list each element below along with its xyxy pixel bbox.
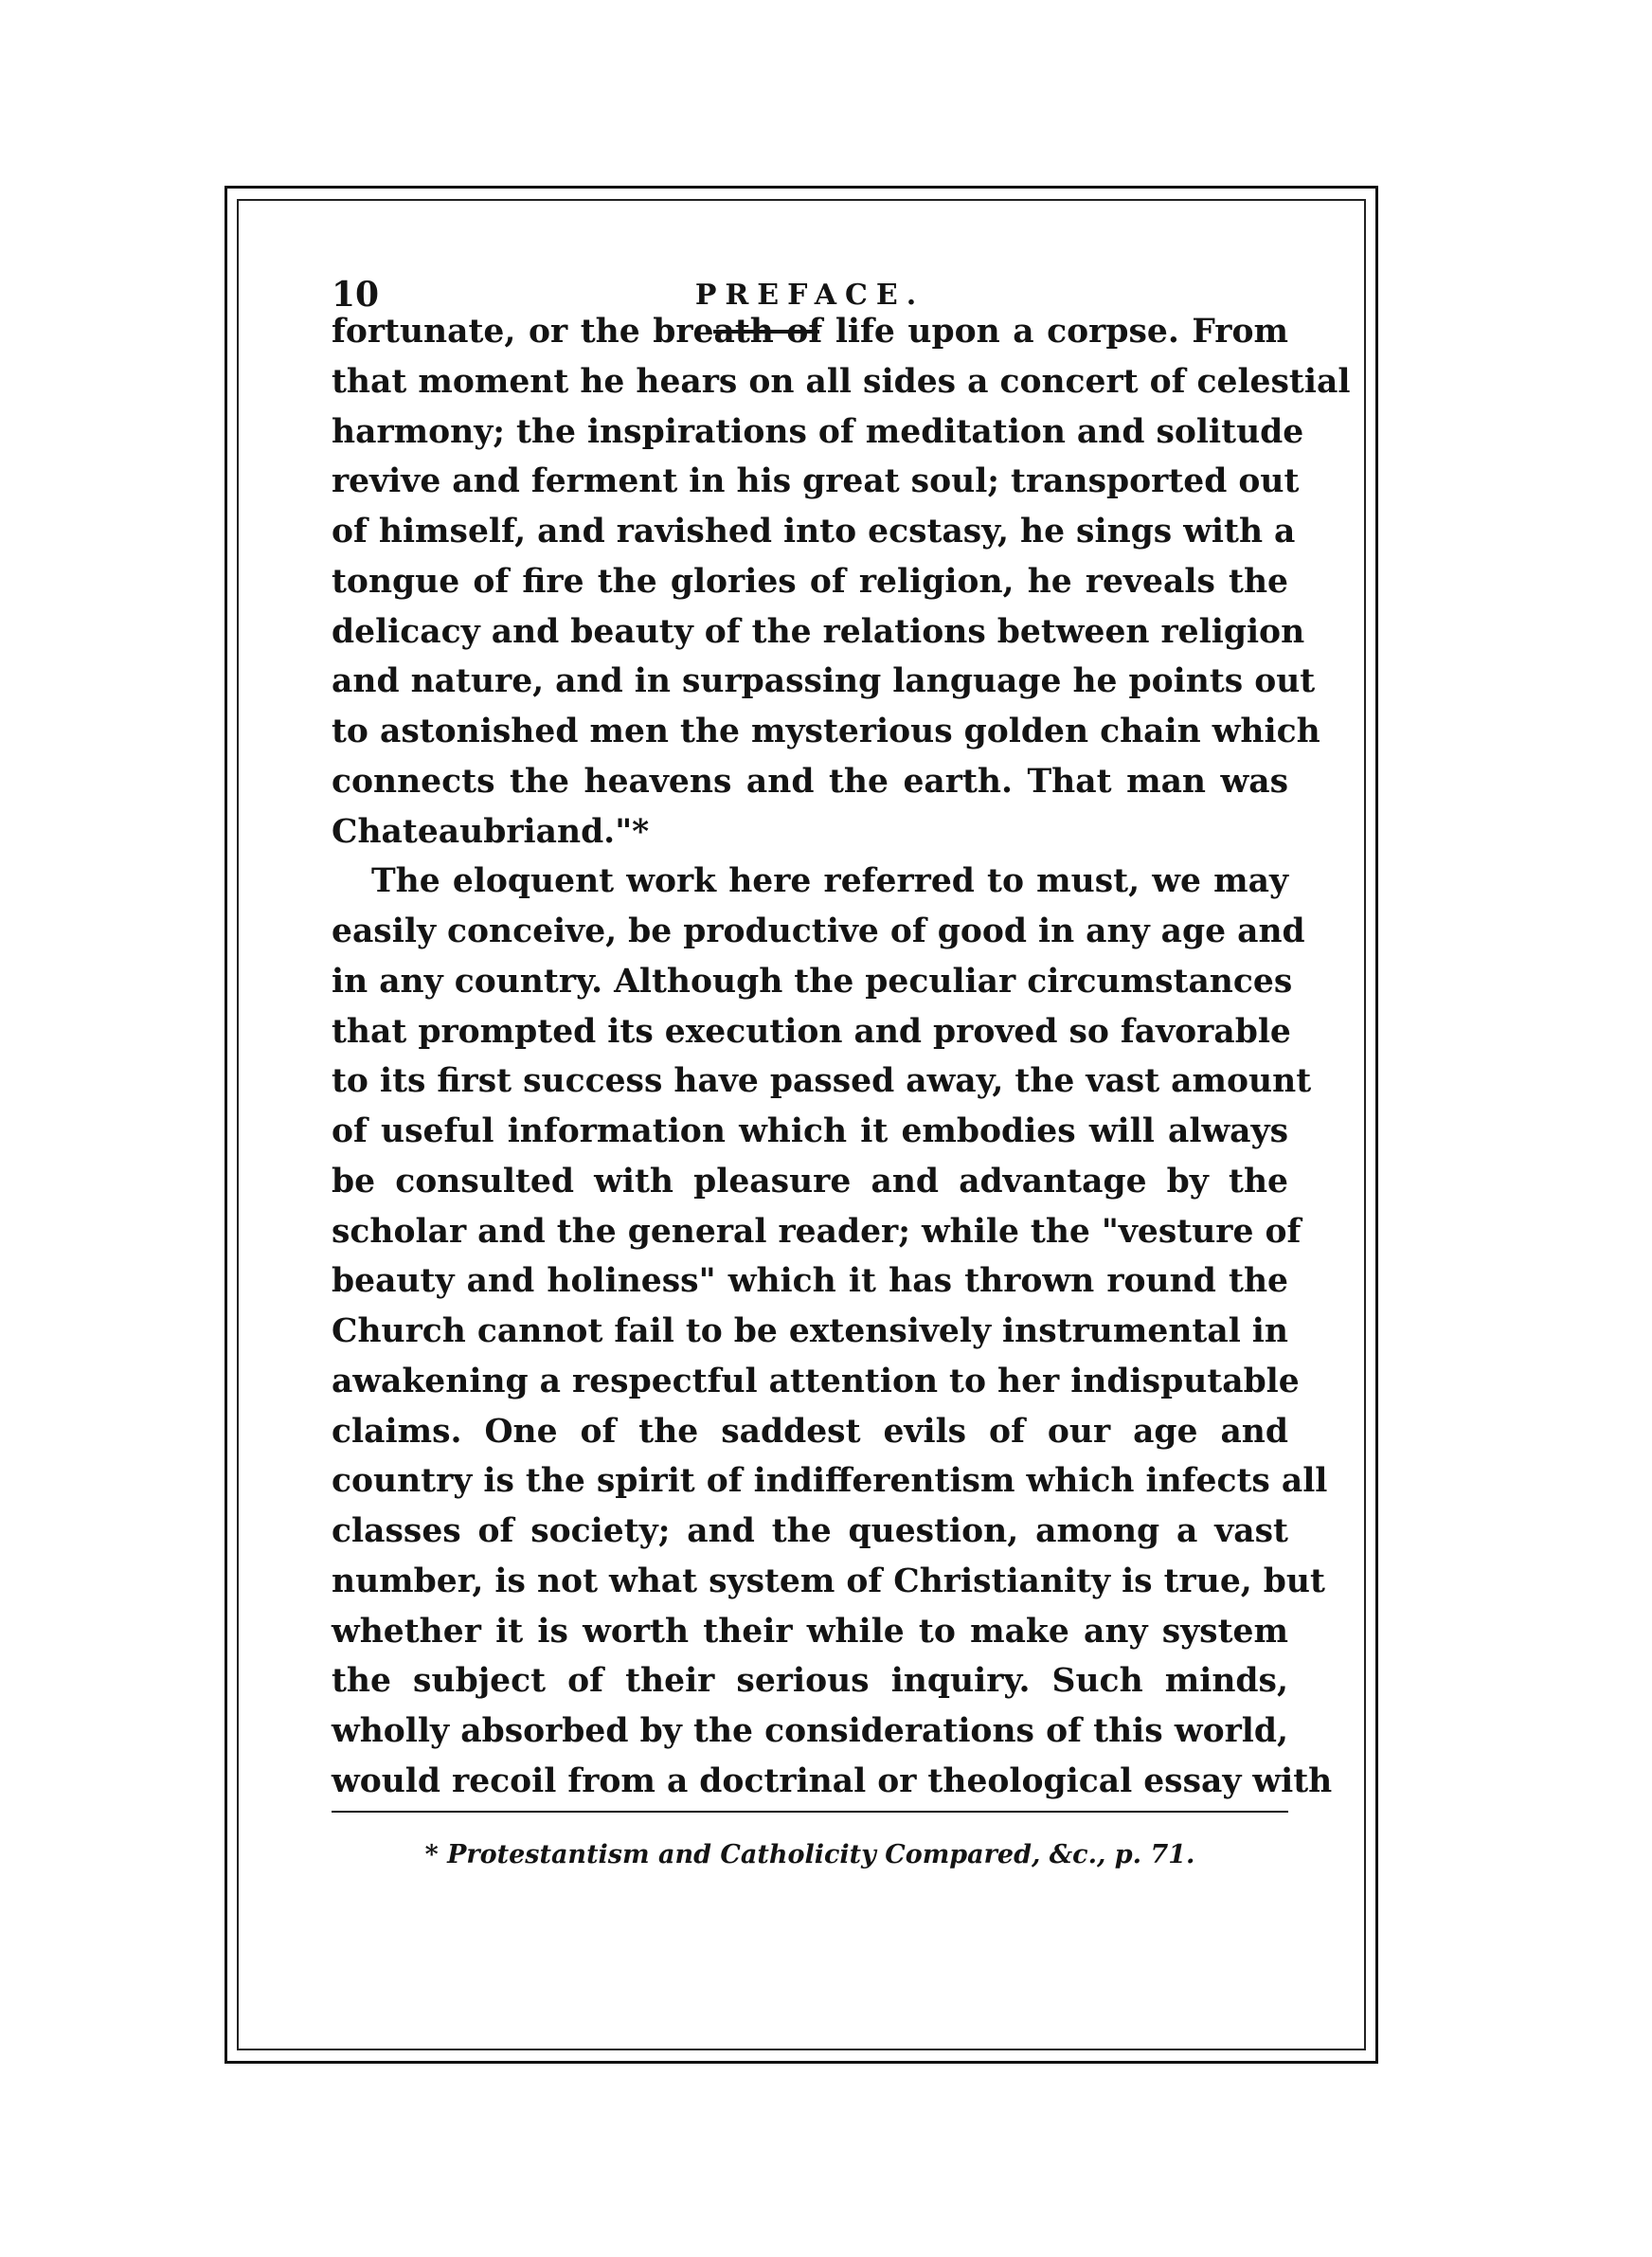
text-line: revive and ferment in his great soul; transported out [332,462,1300,501]
text-line: to its first success have passed away, the vast amount [332,1062,1312,1101]
text-line: of himself, and ravished into ecstasy, he sings with a [332,513,1296,551]
text-line: that prompted its execution and proved so favorable [332,1012,1291,1051]
text-line: of useful information which it embodies will always [332,1112,1288,1150]
text-line: would recoil from a doctrinal or theological essay with [332,1761,1333,1800]
text-line: country is the spirit of indifferentism which infects all [332,1462,1328,1501]
text-line: claims. One of the saddest evils of our age and [332,1412,1288,1451]
text-line: number, is not what system of Christianity is true, but [332,1562,1325,1600]
text-line: in any country. Although the peculiar circumstances [332,962,1293,1001]
body-text [332,307,1351,1807]
text-line: harmony; the inspirations of meditation and solitude [332,412,1304,451]
text-line: the subject of their serious inquiry. Such minds, [332,1662,1288,1701]
text-line: be consulted with pleasure and advantage by the [332,1162,1288,1201]
text-line: awakening a respectful attention to her indisputable [332,1362,1300,1400]
text-line: wholly absorbed by the considerations of this world, [332,1712,1288,1750]
text-line: delicacy and beauty of the relations between religion [332,612,1305,651]
text-line: Church cannot fail to be extensively instrumental in [332,1312,1288,1350]
text-line: The eloquent work here referred to must, we may [371,862,1288,901]
text-line: tongue of fire the glories of religion, he reveals the [332,562,1288,601]
running-head: PREFACE. [694,279,925,312]
footnote: * Protestantism and Catholicity Compared, &c., p. 71. [424,1840,1195,1869]
text-line: connects the heavens and the earth. That man was [332,762,1288,801]
text-line: and nature, and in surpassing language he points out [332,662,1316,701]
text-line: that moment he hears on all sides a concert of celestial [332,362,1351,401]
text-line: fortunate, or the breath of life upon a corpse. From [332,313,1288,351]
text-line: classes of society; and the question, among a vast [332,1512,1288,1550]
text-line: beauty and holiness" which it has thrown round the [332,1262,1288,1301]
text-line: whether it is worth their while to make any system [332,1612,1288,1651]
text-line: easily conceive, be productive of good in any age and [332,912,1305,950]
page-number: 10 [332,275,380,315]
footnote-rule [332,1811,1288,1813]
text-line: to astonished men the mysterious golden chain which [332,713,1320,750]
text-line: scholar and the general reader; while the "vesture of [332,1212,1302,1251]
text-line: Chateaubriand."* [332,812,650,851]
